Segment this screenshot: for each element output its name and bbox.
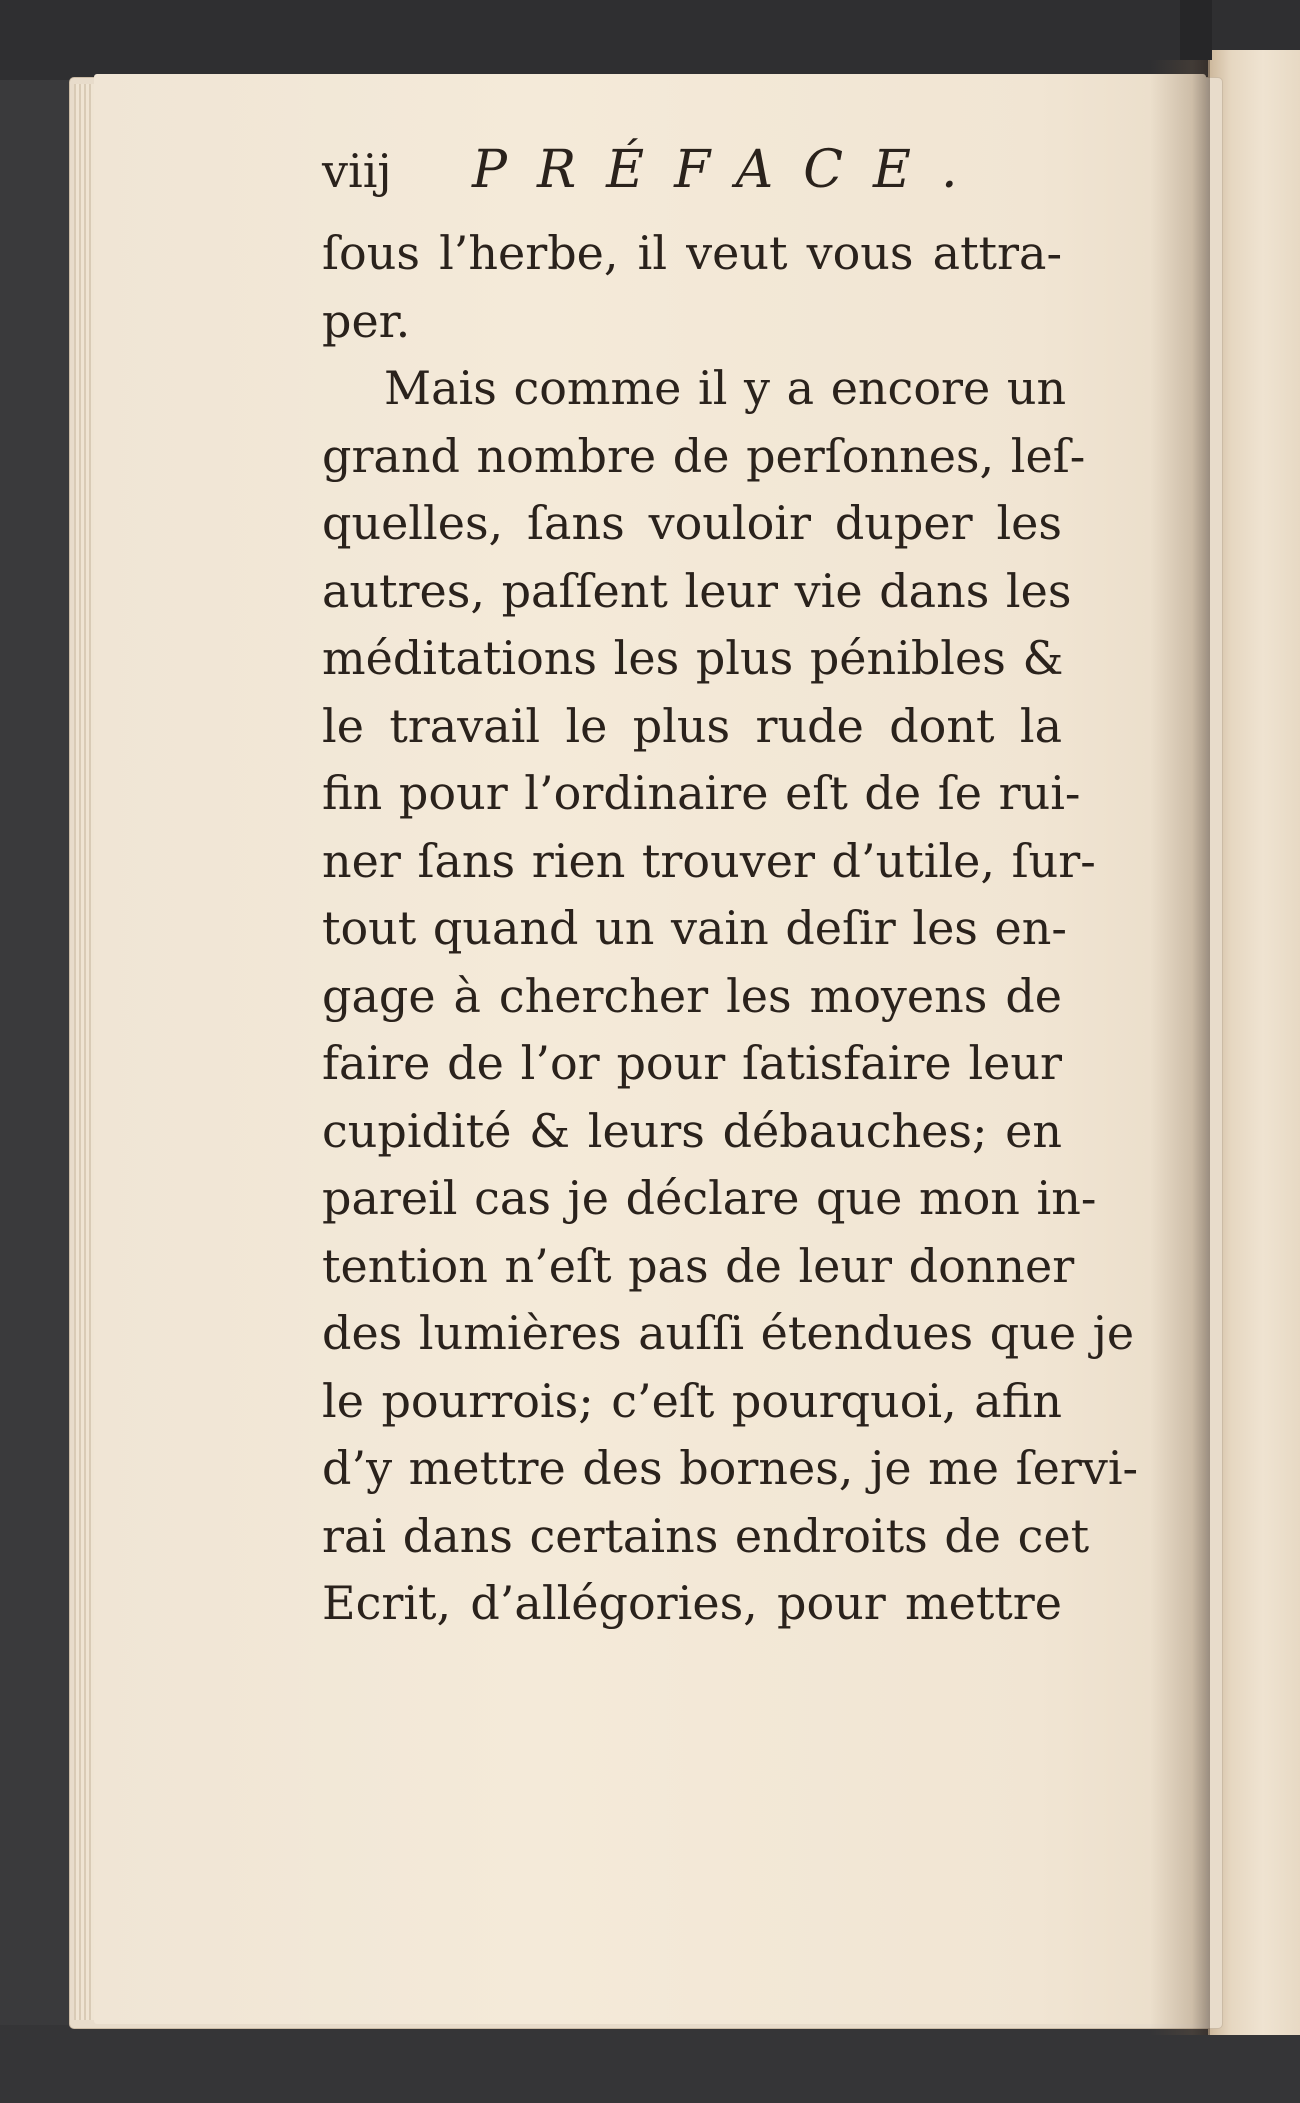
text-line: rai dans certains endroits de cet: [322, 1508, 1090, 1563]
text-line: fin pour l’ordinaire eſt de ſe rui-: [322, 766, 1081, 820]
text-line: Ecrit, d’allégories, pour mettre: [322, 1576, 1062, 1630]
page-header: [322, 140, 1062, 220]
text-line: tout quand un vain deſir les en-: [322, 901, 1067, 955]
text-line: autres, paſſent leur vie dans les: [322, 563, 1072, 618]
text-line: per.: [322, 293, 411, 348]
background-top: [0, 0, 1300, 80]
text-line: quelles, ſans vouloir duper les: [322, 496, 1062, 550]
page-edges: [74, 84, 96, 2020]
text-line: des lumières auſſi étendues que je: [322, 1306, 1135, 1360]
book-spine-edge: [1180, 0, 1212, 60]
text-line: gage à chercher les moyens de: [322, 968, 1062, 1023]
text-line: ner ſans rien trouver d’utile, ſur-: [322, 833, 1096, 888]
text-line: grand nombre de perſonnes, leſ-: [322, 428, 1086, 483]
text-line: le pourrois; c’eſt pourquoi, afin: [322, 1373, 1062, 1428]
text-line: le travail le plus rude dont la: [322, 698, 1062, 753]
gutter-shadow: [1150, 60, 1210, 2035]
running-title: PRÉFACE.: [472, 140, 988, 200]
text-line: tention n’eſt pas de leur donner: [322, 1238, 1075, 1293]
background-bottom: [0, 2025, 1300, 2103]
page-text: [322, 140, 1139, 1638]
text-line: faire de l’or pour ſatisfaire leur: [322, 1036, 1062, 1090]
text-line: Mais comme il y a encore un: [384, 361, 1067, 415]
text-line: pareil cas je déclare que mon in-: [322, 1171, 1097, 1225]
text-line: d’y mettre des bornes, je me ſervi-: [322, 1441, 1139, 1495]
text-line: ſous l’herbe, il veut vous attra-: [322, 226, 1062, 280]
text-line: cupidité & leurs débauches; en: [322, 1103, 1062, 1158]
page-number: viij: [322, 144, 392, 198]
text-line: méditations les plus pénibles &: [322, 631, 1064, 685]
